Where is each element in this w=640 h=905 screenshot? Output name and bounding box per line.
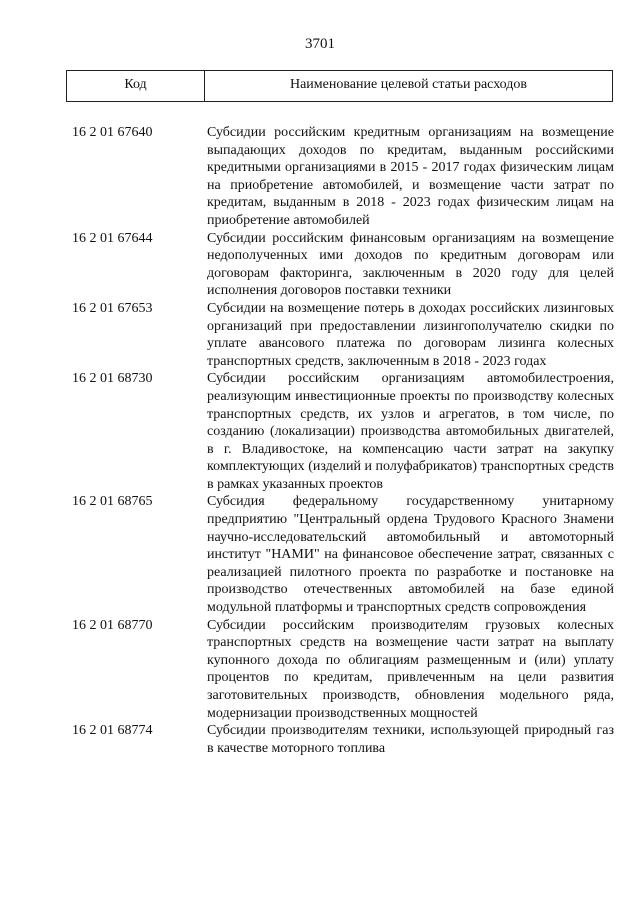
row-description: Субсидии российским финансовым организациям на возмещение недополученных ими доходов по кредитным договорам или договорам факторинга, заключенным в 2020 году для целей исполнения договоров поставки техники [207, 230, 614, 299]
table-row [0, 300, 640, 370]
table-body [0, 124, 640, 757]
table-header [66, 70, 613, 102]
page-number: 3701 [305, 36, 335, 52]
row-code: 16 2 01 68765 [72, 494, 153, 510]
row-code: 16 2 01 68774 [72, 723, 153, 739]
row-code: 16 2 01 67644 [72, 230, 153, 246]
row-description: Субсидии российским производителям грузовых колесных транспортных средств на возмещение части затрат на выплату купонного дохода по облигациям размещенным и (или) уплату процентов по кредитам, привлеченным на цели развития заготовительных производств, обновления модельного ряда, модернизации производственных мощностей [207, 617, 614, 721]
row-code: 16 2 01 68730 [72, 371, 153, 387]
row-code: 16 2 01 67653 [72, 300, 153, 316]
header-code: Код [67, 71, 205, 101]
table-row [0, 370, 640, 493]
header-name: Наименование целевой статьи расходов [289, 77, 528, 92]
row-description: Субсидии российским организациям автомобилестроения, реализующим инвестиционные проекты по производству колесных транспортных средств, их узлов и агрегатов, в том числе, по созданию (локализации) производства автомобильных двигателей, в г. Владивостоке, на компенсацию части затрат на закупку комплектующих (изделий и полуфабрикатов) транспортных средств в рамках указанных проектов [207, 371, 614, 492]
table-row [0, 493, 640, 616]
table-row [0, 722, 640, 757]
row-description: Субсидии на возмещение потерь в доходах российских лизинговых организаций при предоставлении лизингополучателю скидки по уплате авансового платежа по договорам лизинга колесных транспортных средств, заключенным в 2018 - 2023 годах [207, 300, 614, 369]
row-description: Субсидия федеральному государственному унитарному предприятию "Центральный ордена Трудового Красного Знамени научно-исследовательский автомобильный и автомоторный институт "НАМИ" на финансовое обеспечение затрат, связанных с реализацией пилотного проекта по разработке и постановке на производство отечественных автомобилей на базе единой модульной платформы и транспортных средств сопровождения [207, 494, 614, 616]
row-code: 16 2 01 68770 [72, 617, 153, 633]
row-code: 16 2 01 67640 [72, 125, 153, 140]
table-row [0, 617, 640, 723]
table-row [0, 124, 640, 230]
table-row [0, 230, 640, 300]
row-description: Субсидии производителям техники, использующей природный газ в качестве моторного топлива [207, 723, 614, 756]
row-description: Субсидии российским кредитным организациям на возмещение выпадающих доходов по кредитам, выданным российскими кредитными организациями в 2015 - 2017 годах физическим лицам на приобретение автомобилей, и возмещение части затрат по кредитам, выданным в 2018 - 2023 годах физическим лицам на приобретение автомобилей [207, 125, 614, 228]
